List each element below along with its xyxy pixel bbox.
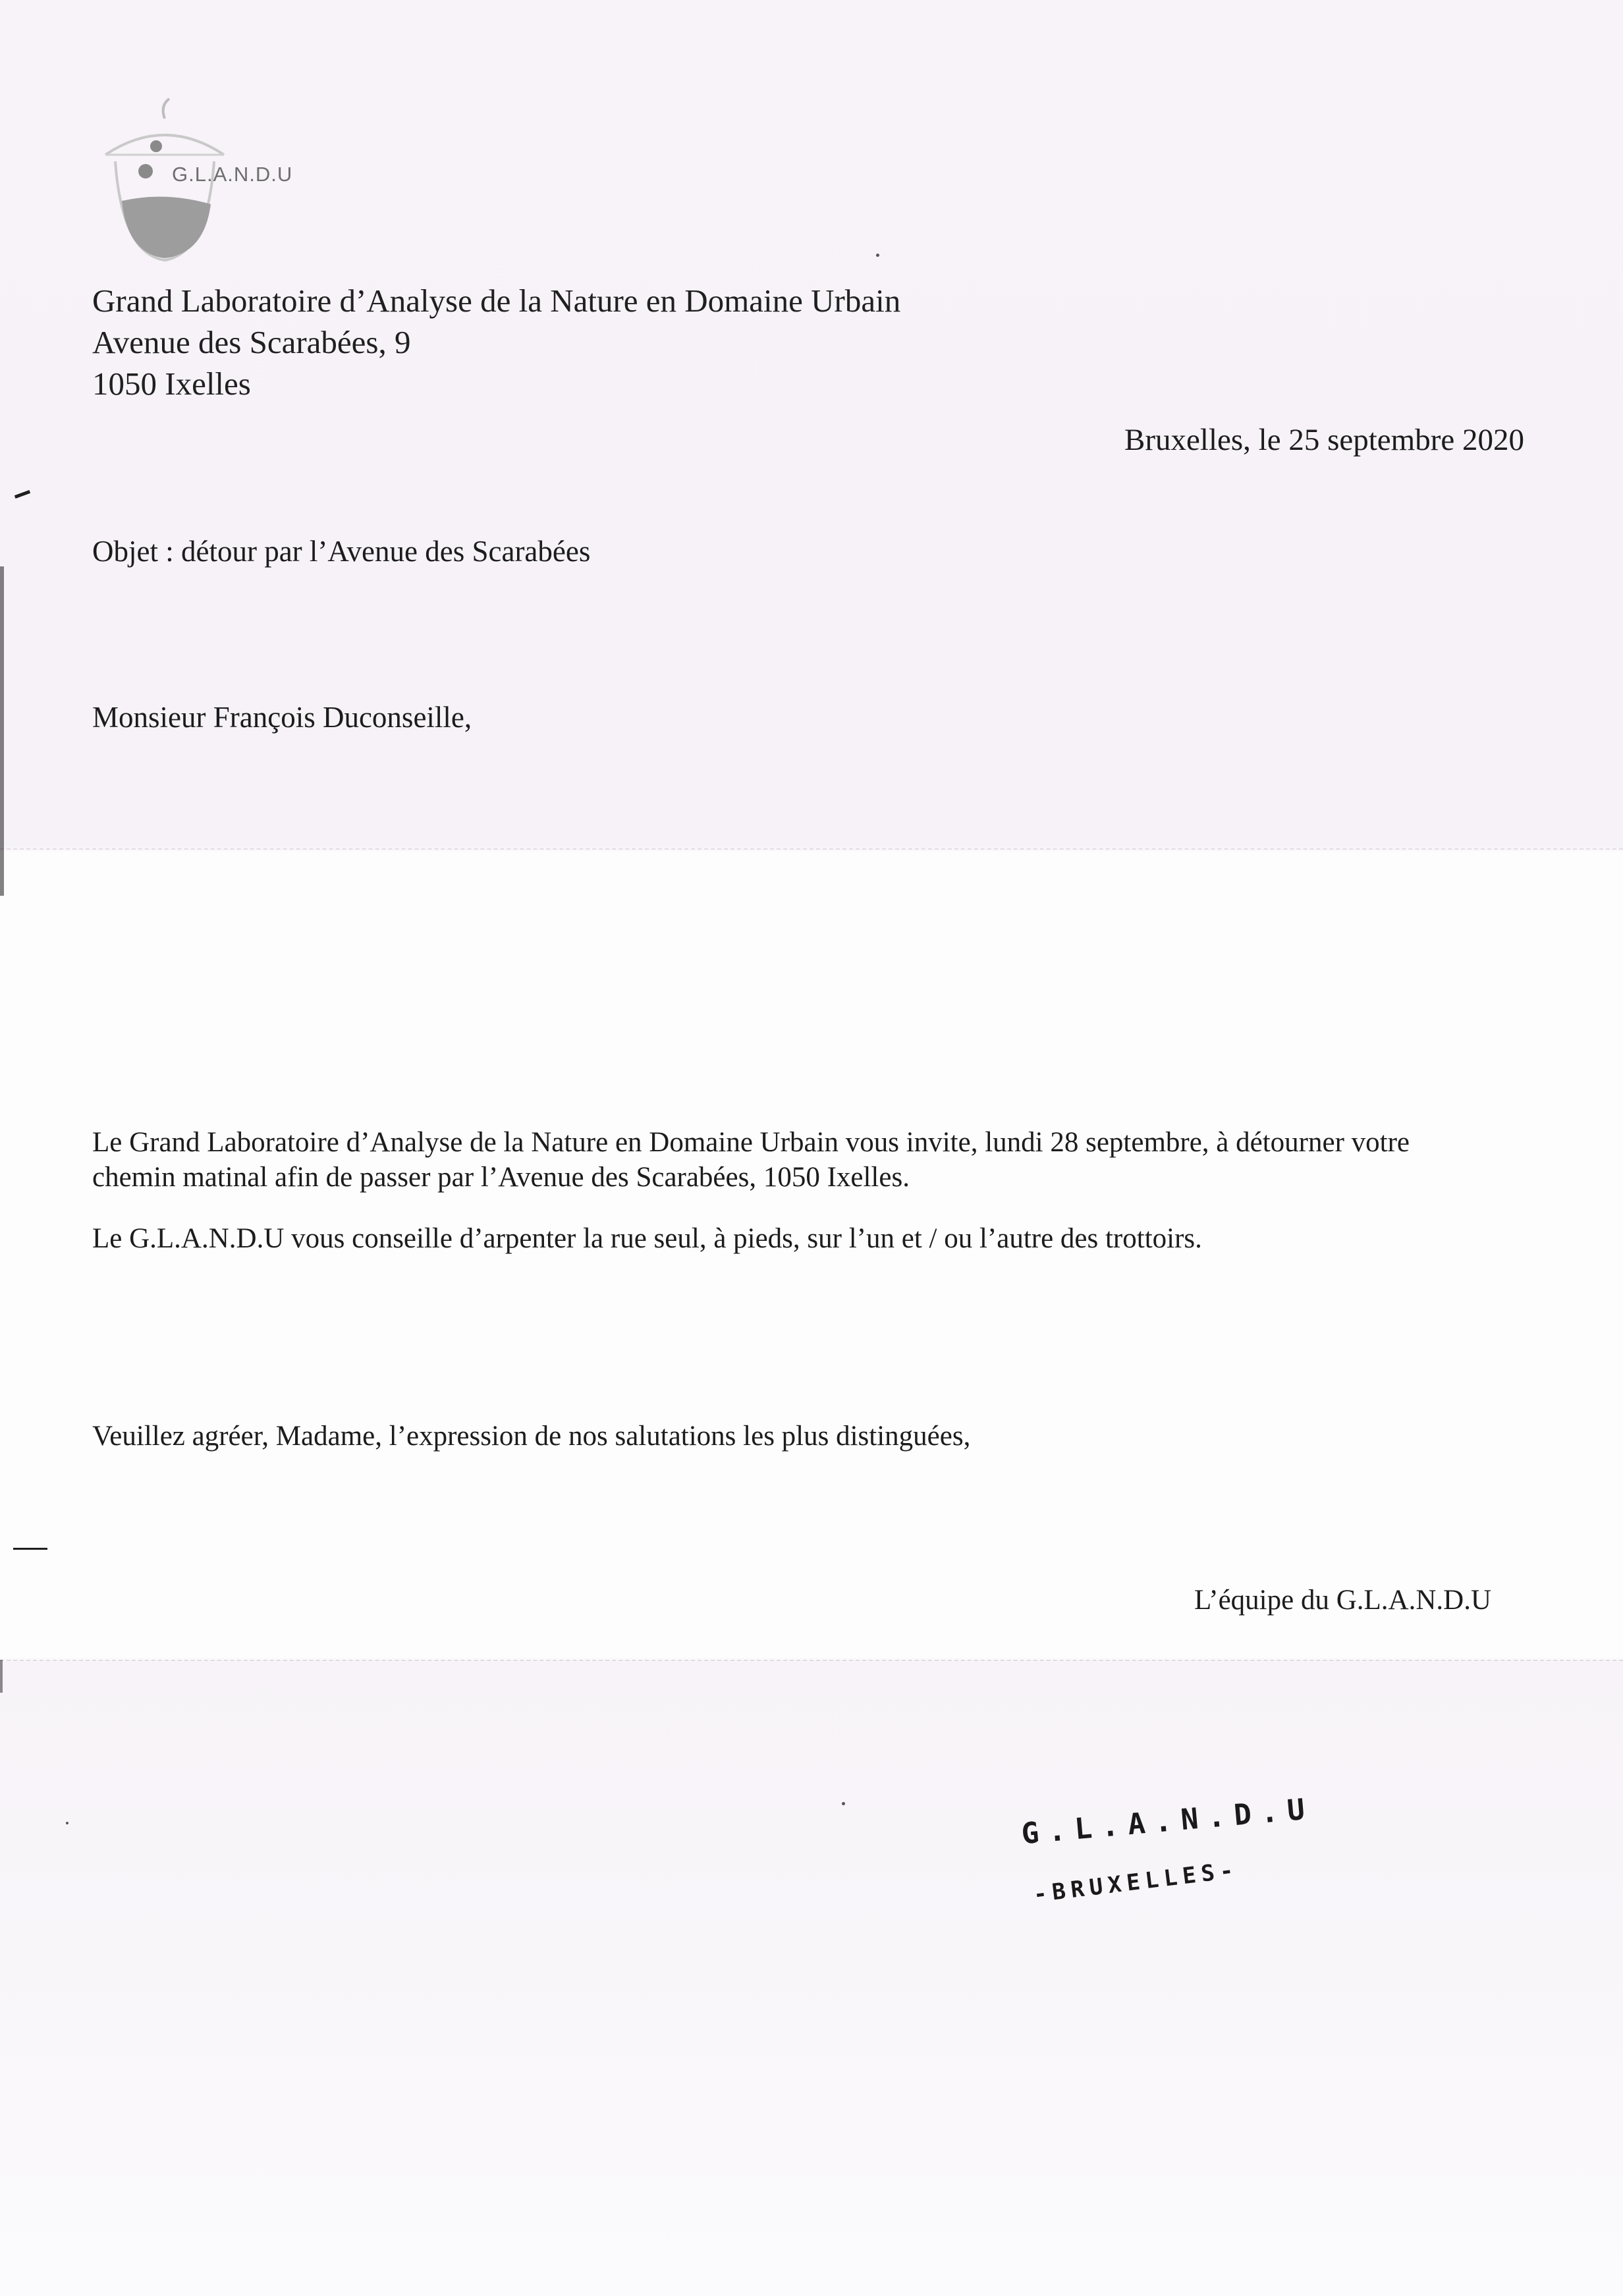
letter-date: Bruxelles, le 25 septembre 2020 — [1124, 423, 1524, 457]
body-paragraph-2: Le G.L.A.N.D.U vous conseille d’arpenter la rue seul, à pieds, sur l’un et / ou l’autre des trottoirs. — [92, 1223, 1202, 1254]
body-paragraph-1-line-1: Le Grand Laboratoire d’Analyse de la Nature en Domaine Urbain vous invite, lundi 28 septembre, à détourner votre — [92, 1127, 1410, 1158]
sender-street: Avenue des Scarabées, 9 — [92, 324, 411, 360]
letter-subject: Objet : détour par l’Avenue des Scarabées — [92, 535, 591, 568]
stamp-line-1: G.L.A.N.D.U — [1020, 1791, 1315, 1851]
fold-line-upper — [0, 848, 1623, 850]
paper-speck — [876, 254, 879, 257]
scan-edge-dash — [13, 1548, 47, 1550]
sender-name: Grand Laboratoire d’Analyse de la Nature en Domaine Urbain — [92, 283, 901, 319]
scan-edge-mark — [0, 566, 4, 896]
acorn-logo — [96, 92, 326, 270]
letter-salutation: Monsieur François Duconseille, — [92, 701, 472, 734]
fold-line-lower — [0, 1660, 1623, 1661]
logo-text: G.L.A.N.D.U — [172, 163, 293, 186]
stamp-line-2: -BRUXELLES- — [1032, 1857, 1240, 1908]
scan-edge-mark-lower — [0, 1660, 3, 1693]
letter-closing: Veuillez agréer, Madame, l’expression de nos salutations les plus distinguées, — [92, 1421, 971, 1452]
letter-signature: L’équipe du G.L.A.N.D.U — [1194, 1585, 1491, 1616]
paper-speck — [842, 1802, 845, 1805]
paper-speck — [66, 1822, 69, 1824]
body-paragraph-1-line-2: chemin matinal afin de passer par l’Avenue des Scarabées, 1050 Ixelles. — [92, 1162, 910, 1193]
sender-city: 1050 Ixelles — [92, 366, 251, 402]
